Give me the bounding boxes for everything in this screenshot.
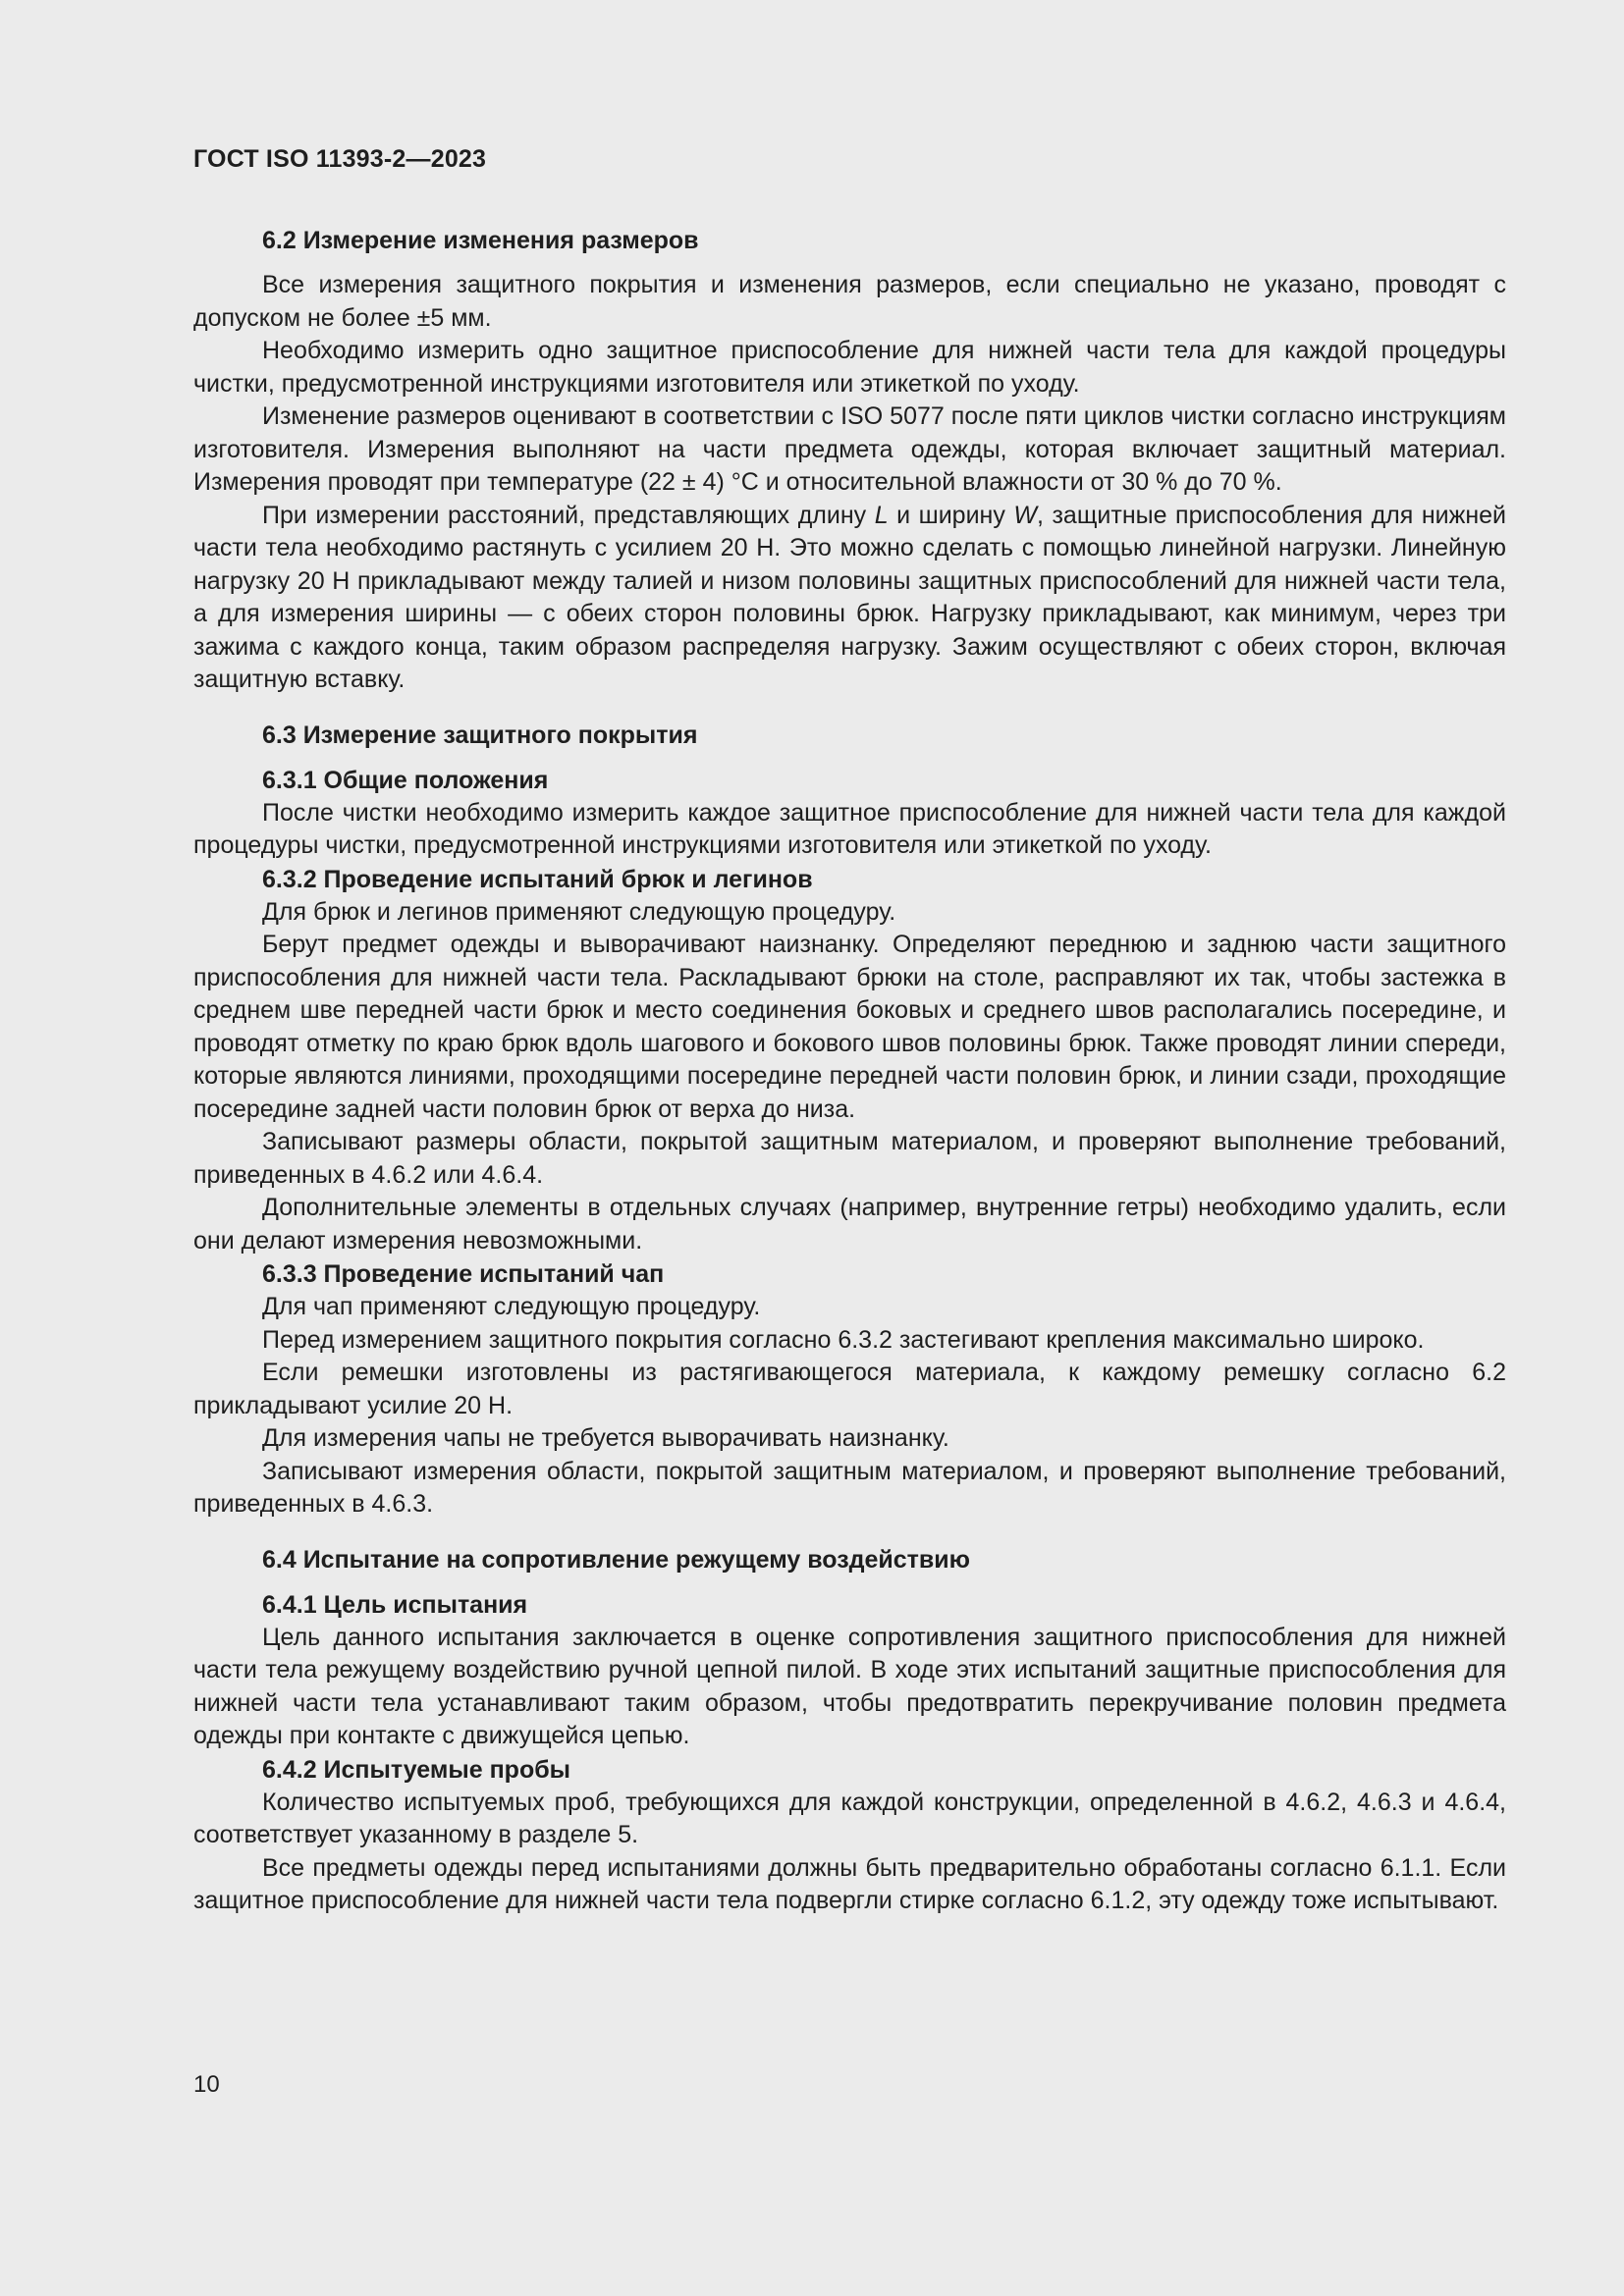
paragraph: Берут предмет одежды и выворачивают наизнанку. Определяют переднюю и заднюю части защитного приспособления для нижней части тела. Раскладывают брюки на столе, расправляют их так, чтобы застежка в среднем шве передней части брюк и место соединения боковых и среднего швов располагались посередине, и проводят отметку по краю брюк вдоль шагового и бокового швов половины брюк. Также проводят линии спереди, которые являются линиями, проходящими посередине передней части половин брюк, и линии сзади, проходящие посередине задней части половин брюк от верха до низа. [193,931,1506,1123]
document-body [193,224,1506,1918]
section-heading-6-3: 6.3 Измерение защитного покрытия [262,721,698,749]
paragraph: Для чап применяют следующую процедуру. [262,1293,761,1320]
paragraph: Все измерения защитного покрытия и изменения размеров, если специально не указано, проводят с допуском не более ±5 мм. [193,271,1506,332]
paragraph: Количество испытуемых проб, требующихся для каждой конструкции, определенной в 4.6.2, 4.6.3 и 4.6.4, соответствует указанному в разделе 5. [193,1788,1506,1848]
document-header: ГОСТ ISO 11393-2—2023 [193,145,487,173]
variable-width: W [1013,501,1037,529]
paragraph: Изменение размеров оценивают в соответствии с ISO 5077 после пяти циклов чистки согласно инструкциям изготовителя. Измерения выполняют на части предмета одежды, которая включает защитный материал. Измерения проводят при температуре (22 ± 4) °С и относительной влажности от 30 % до 70 %. [193,402,1506,496]
paragraph: Цель данного испытания заключается в оценке сопротивления защитного приспособления для нижней части тела режущему воздействию ручной цепной пилой. В ходе этих испытаний защитные приспособления для нижней части тела устанавливают таким образом, чтобы предотвратить перекручивание половин предмета одежды при контакте с движущейся цепью. [193,1623,1506,1749]
subsection-heading-6-3-2: 6.3.2 Проведение испытаний брюк и легинов [262,865,813,893]
subsection-heading-6-3-1: 6.3.1 Общие положения [262,766,549,794]
paragraph: Для измерения чапы не требуется выворачивать наизнанку. [262,1424,949,1452]
paragraph: Если ремешки изготовлены из растягивающегося материала, к каждому ремешку согласно 6.2 прикладывают усилие 20 Н. [193,1359,1506,1419]
paragraph: При измерении расстояний, представляющих длину L и ширину W, защитные приспособления для нижней части тела необходимо растянуть с усилием 20 Н. Это можно сделать с помощью линейной нагрузки. Линейную нагрузку 20 Н прикладывают между талией и низом половины защитных приспособлений для нижней части тела, а для измерения ширины — с обеих сторон половины брюк. Нагрузку прикладывают, как минимум, через три зажима с каждого конца, таким образом распределяя нагрузку. Зажим осуществляют с обеих сторон, включая защитную вставку. [193,501,1507,693]
paragraph: Записывают измерения области, покрытой защитным материалом, и проверяют выполнение требований, приведенных в 4.6.3. [193,1457,1506,1518]
subsection-heading-6-4-2: 6.4.2 Испытуемые пробы [262,1755,571,1784]
subsection-heading-6-3-3: 6.3.3 Проведение испытаний чап [262,1260,665,1288]
paragraph: Записывают размеры области, покрытой защитным материалом, и проверяют выполнение требований, приведенных в 4.6.2 или 4.6.4. [193,1128,1506,1189]
page-number: 10 [193,2071,220,2098]
paragraph: Перед измерением защитного покрытия согласно 6.3.2 застегивают крепления максимально широко. [262,1325,1425,1354]
variable-length: L [874,501,889,529]
paragraph: После чистки необходимо измерить каждое защитное приспособление для нижней части тела для каждой процедуры чистки, предусмотренной инструкциями изготовителя или этикеткой по уходу. [193,798,1506,859]
paragraph: Для брюк и легинов применяют следующую процедуру. [262,897,896,926]
paragraph: Все предметы одежды перед испытаниями должны быть предварительно обработаны согласно 6.1.1. Если защитное приспособление для нижней части тела подвергли стирке согласно 6.1.2, эту одежду тоже испытывают. [193,1853,1506,1914]
subsection-heading-6-4-1: 6.4.1 Цель испытания [262,1590,528,1619]
section-heading-6-4: 6.4 Испытание на сопротивление режущему воздействию [262,1545,970,1574]
paragraph: Необходимо измерить одно защитное приспособление для нижней части тела для каждой процедуры чистки, предусмотренной инструкциями изготовителя или этикеткой по уходу. [193,337,1506,398]
section-heading-6-2: 6.2 Измерение изменения размеров [262,227,699,254]
paragraph: Дополнительные элементы в отдельных случаях (например, внутренние гетры) необходимо удалить, если они делают измерения невозможными. [193,1194,1506,1255]
